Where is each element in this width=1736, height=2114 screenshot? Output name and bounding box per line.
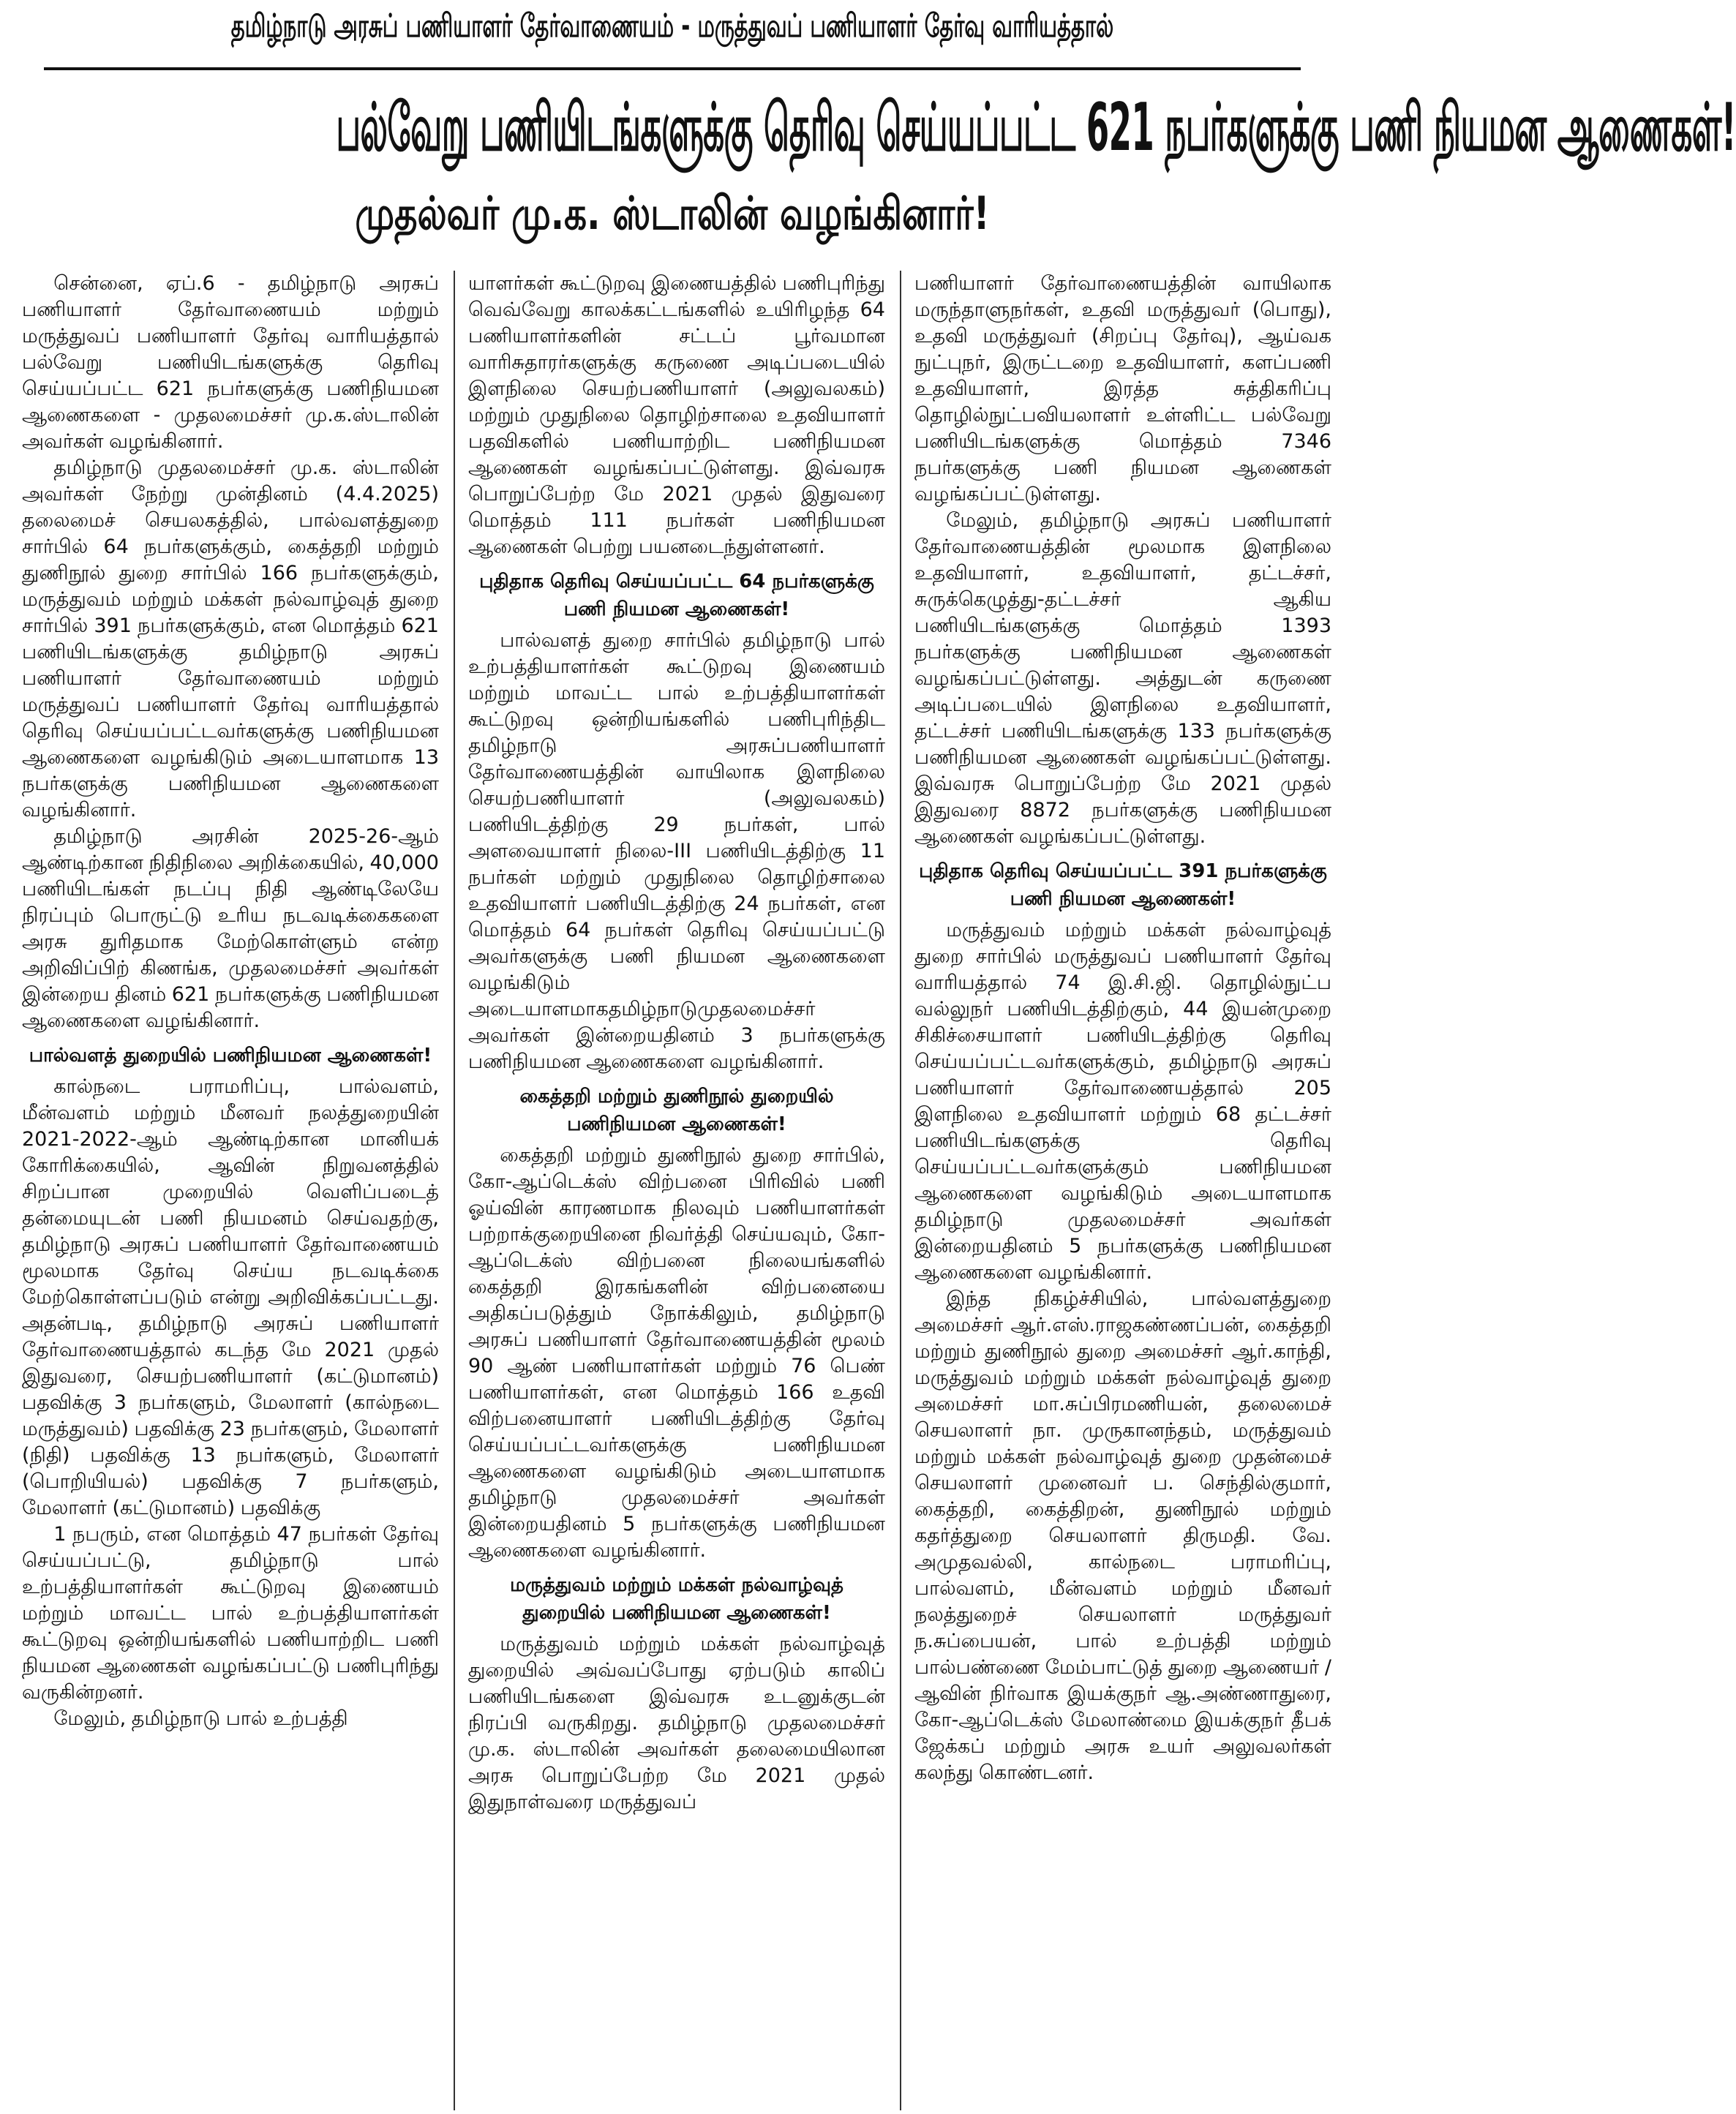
section-heading-health: மருத்துவம் மற்றும் மக்கள் நல்வாழ்வுத் துறையில் பணிநியமன ஆணைகள்! bbox=[510, 1574, 843, 1624]
article-column-1 bbox=[22, 271, 439, 2110]
article-column-2 bbox=[468, 271, 885, 2110]
section-heading-391-appointments: புதிதாக தெரிவு செய்யப்பட்ட 391 நபர்களுக்கு பணி நியமன ஆணைகள்! bbox=[919, 860, 1327, 910]
body-paragraph: தமிழ்நாடு அரசின் 2025-26-ஆம் ஆண்டிற்கான நிதிநிலை அறிக்கையில், 40,000 பணியிடங்கள் நடப்பு நிதி ஆண்டிலேயே நிரப்பும் பொருட்டு உரிய நடவடிக்கைகளை அரசு துரிதமாக மேற்கொள்ளும் என்ற அறிவிப்பிற் கிணங்க, முதலமைச்சர் அவர்கள் இன்றைய தினம் 621 நபர்களுக்கு பணிநியமன ஆணைகளை வழங்கினார். bbox=[22, 825, 439, 1032]
body-paragraph: பால்வளத் துறை சார்பில் தமிழ்நாடு பால் உற்பத்தியாளர்கள் கூட்டுறவு இணையம் மற்றும் மாவட்ட பால் உற்பத்தியாளர்கள் கூட்டுறவு ஒன்றியங்களில் பணிபுரிந்திட தமிழ்நாடு அரசுப்பணியாளர் தேர்வாணையத்தின் வாயிலாக இளநிலை செயற்பணியாளர் (அலுவலகம்) பணியிடத்திற்கு 29 நபர்கள், பால் அளவையாளர் நிலை-III பணியிடத்திற்கு 11 நபர்கள் மற்றும் முதுநிலை தொழிற்சாலை உதவியாளர் பணியிடத்திற்கு 24 நபர்கள், என மொத்தம் 64 நபர்கள் தெரிவு செய்யப்பட்டு அவர்களுக்கு பணி நியமன ஆணைகளை வழங்கிடும் அடையாளமாகதமிழ்நாடுமுதலமைச்சர் அவர்கள் இன்றையதினம் 3 நபர்களுக்கு பணிநியமன ஆணைகளை வழங்கினார். bbox=[468, 629, 885, 1073]
body-paragraph: சென்னை, ஏப்.6 - தமிழ்நாடு அரசுப் பணியாளர் தேர்வாணையம் மற்றும் மருத்துவப் பணியாளர் தேர்வு வாரியத்தால் பல்வேறு பணியிடங்களுக்கு தெரிவு செய்யப்பட்ட 621 நபர்களுக்கு பணிநியமன ஆணைகளை - முதலமைச்சர் மு.க.ஸ்டாலின் அவர்கள் வழங்கினார். bbox=[22, 272, 439, 453]
section-heading-handloom: கைத்தறி மற்றும் துணிநூல் துறையில் பணிநியமன ஆணைகள்! bbox=[519, 1086, 834, 1135]
body-paragraph: மேலும், தமிழ்நாடு அரசுப் பணியாளர் தேர்வாணையத்தின் மூலமாக இளநிலை உதவியாளர், உதவியாளர், தட்டச்சர், சுருக்கெழுத்து-தட்டச்சர் ஆகிய பணியிடங்களுக்கு மொத்தம் 1393 நபர்களுக்கு பணிநியமன ஆணைகள் வழங்கப்பட்டுள்ளது. அத்துடன் கருணை அடிப்படையில் இளநிலை உதவியாளர், தட்டச்சர் பணியிடங்களுக்கு 133 நபர்களுக்கு பணிநியமன ஆணைகள் வழங்கப்பட்டுள்ளது. இவ்வரசு பொறுப்பேற்ற மே 2021 முதல் இதுவரை 8872 நபர்களுக்கு பணிநியமன ஆணைகள் வழங்கப்பட்டுள்ளது. bbox=[914, 509, 1331, 848]
kicker-underline bbox=[44, 67, 1301, 70]
body-paragraph: மேலும், தமிழ்நாடு பால் உற்பத்தி bbox=[53, 1707, 348, 1730]
section-heading-64-appointments: புதிதாக தெரிவு செய்யப்பட்ட 64 நபர்களுக்கு பணி நியமன ஆணைகள்! bbox=[479, 571, 874, 620]
body-paragraph: கால்நடை பராமரிப்பு, பால்வளம், மீன்வளம் மற்றும் மீனவர் நலத்துறையின் 2021-2022-ஆம் ஆண்டிற்கான மானியக் கோரிக்கையில், ஆவின் நிறுவனத்தில் சிறப்பான முறையில் வெளிப்படைத் தன்மையுடன் பணி நியமனம் செய்வதற்கு, தமிழ்நாடு அரசுப் பணியாளர் தேர்வாணையம் மூலமாக தேர்வு செய்ய நடவடிக்கை மேற்கொள்ளப்படும் என்று அறிவிக்கப்பட்டது. அதன்படி, தமிழ்நாடு அரசுப் பணியாளர் தேர்வாணையத்தால் கடந்த மே 2021 முதல் இதுவரை, செயற்பணியாளர் (கட்டுமானம்) பதவிக்கு 3 நபர்களும், மேலாளர் (கால்நடை மருத்துவம்) பதவிக்கு 23 நபர்களும், மேலாளர் (நிதி) பதவிக்கு 13 நபர்களும், மேலாளர் (பொறியியல்) பதவிக்கு 7 நபர்களும், மேலாளர் (கட்டுமானம்) பதவிக்கு bbox=[22, 1075, 439, 1519]
section-heading-dairy: பால்வளத் துறையில் பணிநியமன ஆணைகள்! bbox=[29, 1045, 432, 1067]
body-paragraph: தமிழ்நாடு முதலமைச்சர் மு.க. ஸ்டாலின் அவர்கள் நேற்று முன்தினம் (4.4.2025) தலைமைச் செயலகத்தில், பால்வளத்துறை சார்பில் 64 நபர்களுக்கும், கைத்தறி மற்றும் துணிநூல் துறை சார்பில் 166 நபர்களுக்கும், மருத்துவம் மற்றும் மக்கள் நல்வாழ்வுத் துறை சார்பில் 391 நபர்களுக்கும், என மொத்தம் 621 பணியிடங்களுக்கு தமிழ்நாடு அரசுப் பணியாளர் தேர்வாணையம் மற்றும் மருத்துவப் பணியாளர் தேர்வு வாரியத்தால் தெரிவு செய்யப்பட்டவர்களுக்கு பணிநியமன ஆணைகளை வழங்கிடும் அடையாளமாக 13 நபர்களுக்கு பணிநியமன ஆணைகளை வழங்கினார். bbox=[22, 456, 439, 821]
article-column-3 bbox=[914, 271, 1331, 2110]
body-paragraph: மருத்துவம் மற்றும் மக்கள் நல்வாழ்வுத் துறையில் அவ்வப்போது ஏற்படும் காலிப் பணியிடங்களை இவ்வரசு உடனுக்குடன் நிரப்பி வருகிறது. தமிழ்நாடு முதலமைச்சர் மு.க. ஸ்டாலின் அவர்கள் தலைமையிலான அரசு பொறுப்பேற்ற மே 2021 முதல் இதுநாள்வரை மருத்துவப் bbox=[468, 1633, 885, 1813]
body-paragraph: யாளர்கள் கூட்டுறவு இணையத்தில் பணிபுரிந்து வெவ்வேறு காலக்கட்டங்களில் உயிரிழந்த 64 பணியாளர்களின் சட்டப் பூர்வமான வாரிசுதாரர்களுக்கு கருணை அடிப்படையில் இளநிலை செயற்பணியாளர் (அலுவலகம்) மற்றும் முதுநிலை தொழிற்சாலை உதவியாளர் பதவிகளில் பணியாற்றிட பணிநியமன ஆணைகள் வழங்கப்பட்டுள்ளது. இவ்வரசு பொறுப்பேற்ற மே 2021 முதல் இதுவரை மொத்தம் 111 நபர்கள் பணிநியமன ஆணைகள் பெற்று பயனடைந்துள்ளனர். bbox=[468, 272, 885, 558]
column-divider bbox=[454, 271, 455, 2110]
article-kicker: தமிழ்நாடு அரசுப் பணியாளர் தேர்வாணையம் - மருத்துவப் பணியாளர் தேர்வு வாரியத்தால் bbox=[230, 7, 1114, 45]
article-headline: பல்வேறு பணியிடங்களுக்கு தெரிவு செய்யப்பட்ட 621 நபர்களுக்கு பணி நியமன ஆணைகள்! bbox=[336, 89, 1736, 166]
body-paragraph: மருத்துவம் மற்றும் மக்கள் நல்வாழ்வுத் துறை சார்பில் மருத்துவப் பணியாளர் தேர்வு வாரியத்தால் 74 இ.சி.ஜி. தொழில்நுட்ப வல்லுநர் பணியிடத்திற்கும், 44 இயன்முறை சிகிச்சையாளர் பணியிடத்திற்கு தெரிவு செய்யப்பட்டவர்களுக்கும், தமிழ்நாடு அரசுப் பணியாளர் தேர்வாணையத்தால் 205 இளநிலை உதவியாளர் மற்றும் 68 தட்டச்சர் பணியிடங்களுக்கு தெரிவு செய்யப்பட்டவர்களுக்கும் பணிநியமன ஆணைகளை வழங்கிடும் அடையாளமாக தமிழ்நாடு முதலமைச்சர் அவர்கள் இன்றையதினம் 5 நபர்களுக்கு பணிநியமன ஆணைகளை வழங்கினார். bbox=[914, 919, 1331, 1284]
column-divider bbox=[900, 271, 901, 2110]
body-paragraph: பணியாளர் தேர்வாணையத்தின் வாயிலாக மருந்தாளுநர்கள், உதவி மருத்துவர் (பொது), உதவி மருத்துவர் (சிறப்பு தேர்வு), ஆய்வக நுட்புநர், இருட்டறை உதவியாளர், களப்பணி உதவியாளர், இரத்த சுத்திகரிப்பு தொழில்நுட்பவியலாளர் உள்ளிட்ட பல்வேறு பணியிடங்களுக்கு மொத்தம் 7346 நபர்களுக்கு பணி நியமன ஆணைகள் வழங்கப்பட்டுள்ளது. bbox=[914, 272, 1331, 505]
body-paragraph: 1 நபரும், என மொத்தம் 47 நபர்கள் தேர்வு செய்யப்பட்டு, தமிழ்நாடு பால் உற்பத்தியாளர்கள் கூட்டுறவு இணையம் மற்றும் மாவட்ட பால் உற்பத்தியாளர்கள் கூட்டுறவு ஒன்றியங்களில் பணியாற்றிட பணி நியமன ஆணைகள் வழங்கப்பட்டு பணிபுரிந்து வருகின்றனர். bbox=[22, 1523, 439, 1704]
body-paragraph: இந்த நிகழ்ச்சியில், பால்வளத்துறை அமைச்சர் ஆர்.எஸ்.ராஜகண்ணப்பன், கைத்தறி மற்றும் துணிநூல் துறை அமைச்சர் ஆர்.காந்தி, மருத்துவம் மற்றும் மக்கள் நல்வாழ்வுத் துறை அமைச்சர் மா.சுப்பிரமணியன், தலைமைச் செயலாளர் நா. முருகானந்தம், மருத்துவம் மற்றும் மக்கள் நல்வாழ்வுத் துறை முதன்மைச் செயலாளர் முனைவர் ப. செந்தில்குமார், கைத்தறி, கைத்திறன், துணிநூல் மற்றும் கதர்த்துறை செயலாளர் திருமதி. வே. அமுதவல்லி, கால்நடை பராமரிப்பு, பால்வளம், மீன்வளம் மற்றும் மீனவர் நலத்துறைச் செயலாளர் மருத்துவர் ந.சுப்பையன், பால் உற்பத்தி மற்றும் பால்பண்ணை மேம்பாட்டுத் துறை ஆணையர் / ஆவின் நிர்வாக இயக்குநர் ஆ.அண்ணாதுரை, கோ-ஆப்டெக்ஸ் மேலாண்மை இயக்குநர் தீபக் ஜேக்கப் மற்றும் அரசு உயர் அலுவலர்கள் கலந்து கொண்டனர். bbox=[914, 1287, 1331, 1784]
body-paragraph: கைத்தறி மற்றும் துணிநூல் துறை சார்பில், கோ-ஆப்டெக்ஸ் விற்பனை பிரிவில் பணி ஓய்வின் காரணமாக நிலவும் பணியாளர்கள் பற்றாக்குறையினை நிவர்த்தி செய்யவும், கோ-ஆப்டெக்ஸ் விற்பனை நிலையங்களில் கைத்தறி இரகங்களின் விற்பனையை அதிகப்படுத்தும் நோக்கிலும், தமிழ்நாடு அரசுப் பணியாளர் தேர்வாணையத்தின் மூலம் 90 ஆண் பணியாளர்கள் மற்றும் 76 பெண் பணியாளர்கள், என மொத்தம் 166 உதவி விற்பனையாளர் பணியிடத்திற்கு தேர்வு செய்யப்பட்டவர்களுக்கு பணிநியமன ஆணைகளை வழங்கிடும் அடையாளமாக தமிழ்நாடு முதலமைச்சர் அவர்கள் இன்றையதினம் 5 நபர்களுக்கு பணிநியமன ஆணைகளை வழங்கினார். bbox=[468, 1144, 885, 1562]
article-subheadline: முதல்வர் மு.க. ஸ்டாலின் வழங்கினார்! bbox=[355, 187, 990, 240]
